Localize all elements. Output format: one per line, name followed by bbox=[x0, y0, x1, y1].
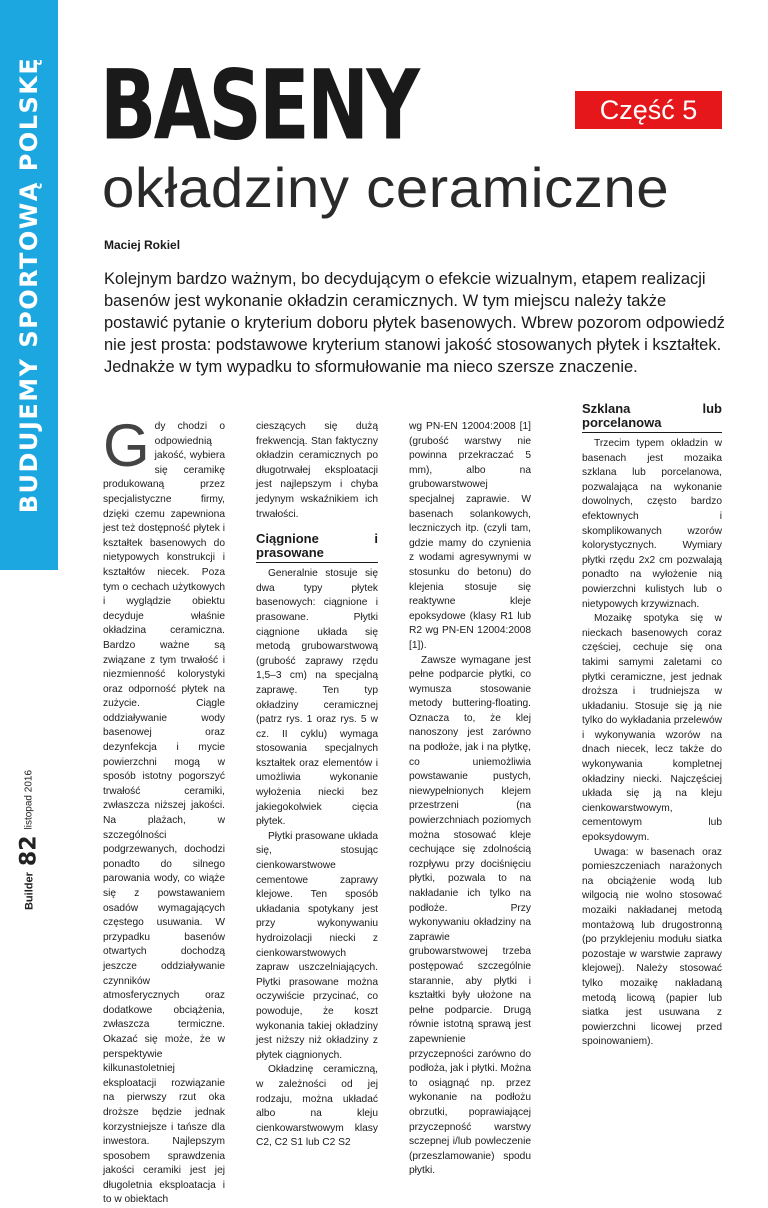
column-1-text: dy chodzi o odpowiednią jakość, wybiera się ceramikę produkowaną przez specjalistyczne firmy, dzięki czemu zapewniona jest też dostępność płytek i kształtek basenowych do nietypowych konstrukcji i kształtów niecek. Poza tym o cechach użytkowych i wyglądzie obiektu decyduje właśnie okładzina ceramiczna. Bardzo ważne są związane z tym trwałość i niezmienność kolorystyki oraz odporność płytek na zużycie. Ciągle oddziaływanie wody basenowej oraz dezynfekcja i mycie powierzchni mogą w sposób istotny pogorszyć trwałość ceramiki, zwłaszcza niższej jakości. Na plażach, w szczególności podgrzewanych, dochodzi ponadto do silnego parowania wody, co wiąże się z powstawaniem osadów wymagających częstego usuwania. W przypadku basenów otwartych dochodzą jeszcze oddziaływanie czynników atmosferycznych oraz dodatkowe obciążenia, zwłaszcza termiczne. Okazać się może, że w perspektywie kilkunastoletniej eksploatacji rozwiązanie na pierwszy rzut oka droższe będzie jednak korzystniejsze i tańsze dla inwestora. Najlepszym sposobem sprawdzenia jakości ceramiki jest jej długoletnia eksploatacja i to w obiektach bbox=[103, 421, 225, 1206]
author-name: Maciej Rokiel bbox=[104, 238, 181, 252]
magazine-brand: Builder bbox=[23, 872, 35, 911]
column-3-paragraph-2: Zawsze wymagane jest pełne podparcie płytki, co wymusza stosowanie metody buttering-floating. Oznacza to, że klej nanoszony jest zarówno na podłoże, jak i na płytkę, co uniemożliwia powstawanie pustych, niewypełnionych klejem przestrzeni (na powierzchniach poziomych można stosować kleje cechujące się zdolnością rozpływu przy dociśnięciu płytki, pozwala to na nakładanie ich tylko na podłoże. Przy wykonywaniu okładziny na zaprawie grubowarstwowej trzeba postępować szczególnie starannie, aby płytki i kształtki były ułożone na pełne podparcie. Drugą równie istotną sprawą jest zapewnienie przyczepności zarówno do podłoża, jak i płytki. Można to osiągnąć np. przez wykonanie na podłożu obrzutki, poprawiającej przyczepność warstwy sczepnej i/lub powleczenie (przeszlamowanie) spodu płytki. bbox=[409, 654, 531, 1177]
column-2-paragraph-2: Generalnie stosuje się dwa typy płytek basenowych: ciągnione i prasowane. Płytki ciągnione układa się metodą grubowarstwową (grubość zaprawy rzędu 1,5–3 cm) na specjalną zaprawę. Ten typ okładziny ceramicznej (patrz rys. 1 oraz rys. 5 w cz. II cyklu) wymaga stosowania specjalnych kształtek oraz elementów i umożliwia wykonanie wyłożenia niecki bez jakiegokolwiek cięcia płytek. bbox=[256, 568, 378, 828]
page-number: 82 bbox=[16, 835, 42, 867]
page-footer bbox=[17, 770, 42, 910]
article-subtitle: okładziny ceramiczne bbox=[102, 156, 670, 219]
column-4 bbox=[582, 402, 722, 1050]
column-4-paragraph-1: Trzecim typem okładzin w basenach jest mozaika szklana lub porcelanowa, pozwalająca na wykonanie dowolnych, często bardzo efektownych i skomplikowanych wzorów kolorystycznych. Wymiary płytki rzędu 2x2 cm pozwalają ponadto na wyłożenie nią powierzchni kulistych lub o nietypowych krzywiznach. bbox=[582, 438, 722, 610]
lead-text: Kolejnym bardzo ważnym, bo decydującym o efekcie wizualnym, etapem realizacji basenów jest wykonanie okładzin ceramicznych. W tym miejscu należy także postawić pytanie o kryterium doboru płytek basenowych. Wbrew pozorom odpowiedź nie jest prosta: podstawowe kryterium stanowi jakość stosowanych płytek i kształtek. Jednakże w tym wypadku to sformułowanie ma nieco szersze znaczenie. bbox=[104, 270, 725, 376]
drop-cap: G bbox=[103, 412, 150, 479]
column-4-paragraph-2: Mozaikę spotyka się w nieckach basenowych coraz częściej, cechuje się ona takimi samymi zaletami co płytki ceramiczne, jest jednak droższa i trudniejsza w układaniu. Stosuje się ją nie tylko do wykładania przelewów i wykonywania wzorów na dnach niecek, lecz także do wykonywania kompletnej okładziny niecki. Najczęściej układa się ją na kleju cienkowarstwowym, cementowym lub epoksydowym. bbox=[582, 613, 722, 844]
column-2-paragraph-4: Okładzinę ceramiczną, w zależności od jej rodzaju, można układać albo na kleju cienkowarstwowym klasy C2, C2 S1 lub C2 S2 bbox=[256, 1064, 378, 1149]
column-3 bbox=[409, 420, 531, 1179]
column-2 bbox=[256, 420, 378, 1151]
column-4-paragraph-3: Uwaga: w basenach oraz pomieszczeniach narażonych na obciążenie wodą lub wilgocią nie wolno stosować mozaiki nakładanej metodą montażową lub drugostronną (po przyklejeniu modułu siatka pozostaje w warstwie zaprawy klejowej). Należy stosować tylko mozaikę nakładaną metodą licową (papier lub siatka jest usuwana z powierzchni licowej przed spoinowaniem). bbox=[582, 846, 722, 1048]
section-heading-szklana: Szklana lub porcelanowa bbox=[582, 402, 722, 433]
part-badge: Część 5 bbox=[575, 91, 722, 129]
column-3-paragraph-1: wg PN-EN 12004:2008 [1] (grubość warstwy nie powinna przekraczać 5 mm), albo na grubowarstwowej specjalnej zaprawie. W basenach solankowych, leczniczych itp. (czyli tam, gdzie mamy do czynienia z wodami agresywnymi w stosunku do betonu) do klejenia stosuje się reaktywne kleje epoksydowe (klasy R1 lub R2 wg PN-EN 12004:2008 [1]). bbox=[409, 421, 531, 651]
column-2-paragraph-1: cieszących się dużą frekwencją. Stan faktyczny okładzin ceramicznych po długotrwałej eksploatacji jest najlepszym i chyba jedynym wskaźnikiem ich trwałości. bbox=[256, 421, 378, 520]
section-heading-ciagnione: Ciągnione i prasowane bbox=[256, 532, 378, 563]
article-title: BASENY bbox=[100, 50, 418, 163]
sidebar-band bbox=[0, 0, 58, 570]
column-1 bbox=[103, 412, 225, 1208]
lead-paragraph bbox=[104, 268, 734, 378]
section-vertical-title: BUDUJEMY SPORTOWĄ POLSKĘ bbox=[15, 56, 43, 514]
column-2-paragraph-3: Płytki prasowane układa się, stosując cienkowarstwowe cementowe zaprawy klejowe. Ten sposób układania spotykany jest przy wykonywaniu hydroizolacji niecki z cienkowarstwowych zapraw uszczelniających. Płytki prasowane można oczywiście przycinać, co powoduje, że koszt wykonania takiej okładziny jest niższy niż okładziny z płytek ciągnionych. bbox=[256, 830, 378, 1061]
issue-date: listopad 2016 bbox=[23, 769, 35, 830]
